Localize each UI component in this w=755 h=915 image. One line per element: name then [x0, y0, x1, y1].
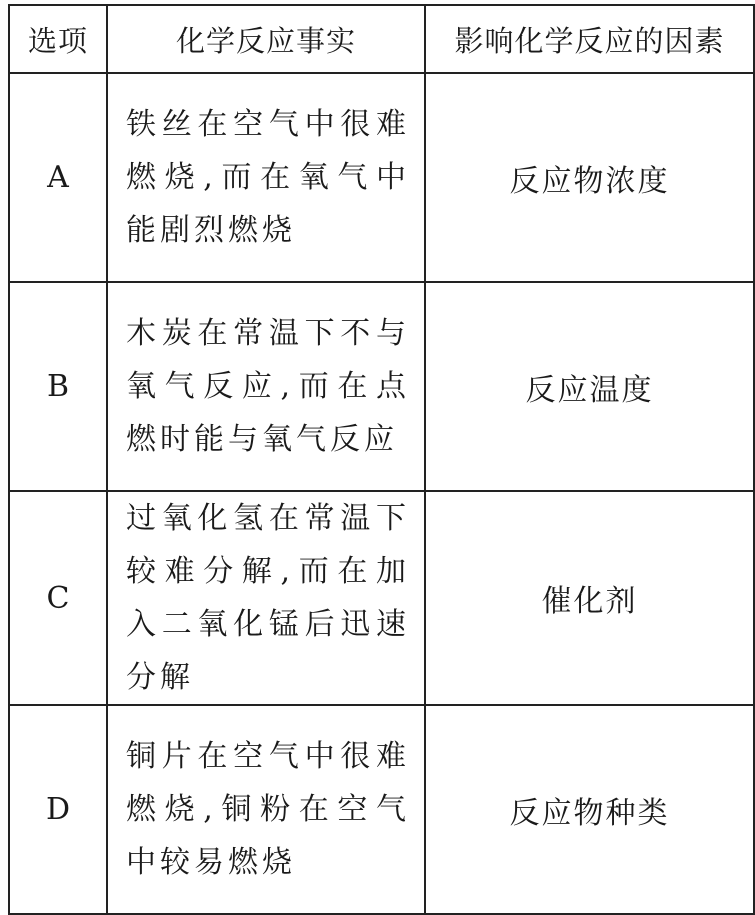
table-header-row	[9, 5, 754, 73]
factor-a: 反应物浓度	[425, 73, 754, 282]
fact-b-text: 木炭在常温下不与氧气反应,而在点燃时能与氧气反应	[126, 316, 410, 457]
fact-d-text: 铜片在空气中很难燃烧,铜粉在空气中较易燃烧	[126, 739, 410, 880]
fact-d-cell	[107, 705, 425, 914]
option-a-label: A	[9, 73, 107, 282]
fact-a-text: 铁丝在空气中很难燃烧,而在氧气中能剧烈燃烧	[126, 107, 410, 248]
header-factor: 影响化学反应的因素	[425, 5, 754, 73]
fact-c-cell	[107, 491, 425, 705]
factor-d: 反应物种类	[425, 705, 754, 914]
fact-c-text: 过氧化氢在常温下较难分解,而在加入二氧化锰后迅速分解	[126, 501, 410, 695]
factor-b: 反应温度	[425, 282, 754, 491]
option-c-label: C	[9, 491, 107, 705]
table-row-a	[9, 73, 754, 282]
table-row-d	[9, 705, 754, 914]
table-row-c	[9, 491, 754, 705]
header-fact: 化学反应事实	[107, 5, 425, 73]
option-d-label: D	[9, 705, 107, 914]
table-row-b	[9, 282, 754, 491]
factor-c: 催化剂	[425, 491, 754, 705]
option-b-label: B	[9, 282, 107, 491]
chemistry-factors-table	[8, 4, 755, 915]
header-option: 选项	[9, 5, 107, 73]
fact-a-cell	[107, 73, 425, 282]
fact-b-cell	[107, 282, 425, 491]
